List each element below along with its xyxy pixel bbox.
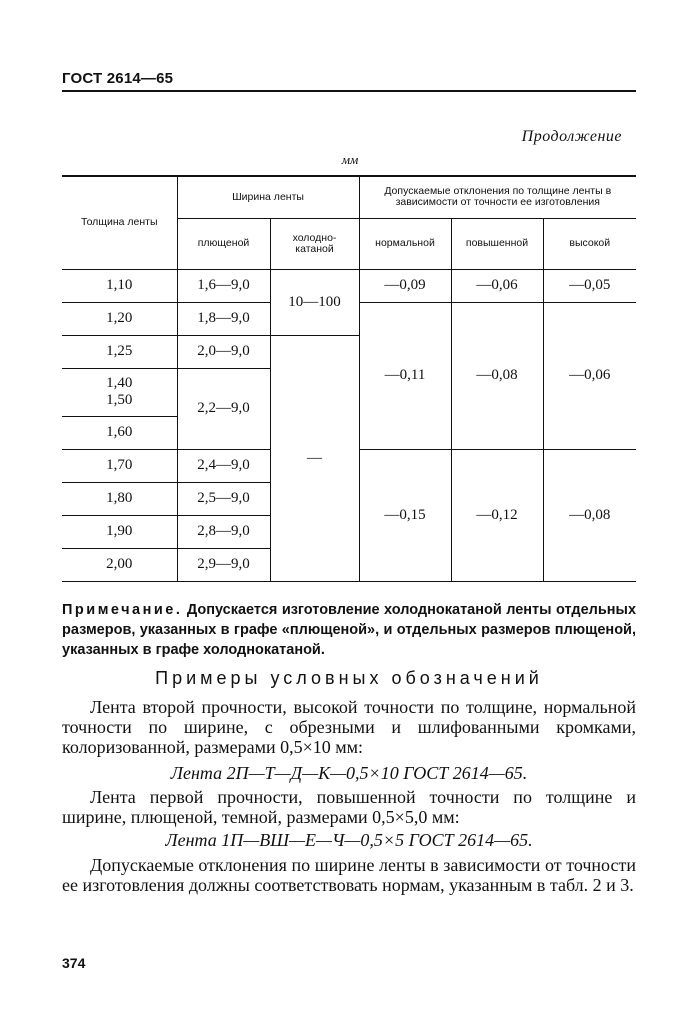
cell-flat-width: 2,9—9,0: [177, 548, 270, 581]
example-designation-2: Лента 1П—ВШ—Е—Ч—0,5×5 ГОСТ 2614—65.: [165, 830, 533, 850]
paragraph-2-text: Лента первой прочности, повышенной точности по толщине и ширине, плющеной, темной, размерами 0,5×5,0 мм:: [62, 787, 636, 827]
cell-thickness: 1,60: [62, 416, 177, 449]
cell-thickness: 1,25: [62, 335, 177, 368]
cell-flat-width: 2,5—9,0: [177, 482, 270, 515]
cell-tol-normal: —0,11: [359, 302, 451, 449]
cell-tol-normal: —0,15: [359, 449, 451, 581]
cell-tol-high: —0,08: [543, 449, 636, 581]
header-cold-rolled: холодно-катаной: [270, 218, 359, 269]
paragraph-1: [62, 697, 636, 757]
header-high: высокой: [543, 218, 636, 269]
cell-tol-increased: —0,08: [451, 302, 543, 449]
continuation-label: Продолжение: [521, 128, 622, 145]
cell-thickness: 1,20: [62, 302, 177, 335]
cell-flat-width: 2,8—9,0: [177, 515, 270, 548]
page-number: 374: [62, 955, 86, 971]
header-rule: [62, 90, 636, 92]
cell-flat-width: 1,8—9,0: [177, 302, 270, 335]
paragraph-2: [62, 787, 636, 827]
note-text: Допускается изготовление холоднокатаной ленты отдельных размеров, указанных в графе «плющеной», и отдельных размеров плющеной, указанных в графе холоднокатаной.: [62, 602, 637, 658]
header-thickness: Толщина ленты: [62, 176, 177, 269]
cell-thickness: 1,70: [62, 449, 177, 482]
cell-flat-width: 2,2—9,0: [177, 368, 270, 449]
cell-cold-rolled-width: —: [270, 335, 359, 581]
thickness-tolerance-table: [62, 175, 636, 582]
cell-tol-increased: —0,06: [451, 269, 543, 302]
cell-thickness: 1,80: [62, 482, 177, 515]
cell-flat-width: 1,6—9,0: [177, 269, 270, 302]
cell-cold-rolled-width: 10—100: [270, 269, 359, 335]
unit-label: мм: [341, 152, 359, 167]
cell-thickness: 1,40 1,50: [62, 368, 177, 416]
cell-tol-high: —0,06: [543, 302, 636, 449]
cell-thickness: 2,00: [62, 548, 177, 581]
table-note: [62, 600, 636, 660]
cell-flat-width: 2,0—9,0: [177, 335, 270, 368]
standard-header: ГОСТ 2614—65: [62, 70, 174, 87]
cell-tol-normal: —0,09: [359, 269, 451, 302]
paragraph-1-text: Лента второй прочности, высокой точности по толщине, нормальной точности по ширине, с обрезными и шлифованными кромками, колоризованной, размерами 0,5×10 мм:: [62, 697, 636, 757]
cell-thickness: 1,10: [62, 269, 177, 302]
header-width-group: Ширина ленты: [177, 176, 359, 218]
header-tolerance-group: Допускаемые отклонения по толщине ленты в зависимости от точности ее изготовления: [359, 176, 636, 218]
header-normal: нормальной: [359, 218, 451, 269]
header-flattened: плющеной: [177, 218, 270, 269]
cell-tol-high: —0,05: [543, 269, 636, 302]
example-designation-1: Лента 2П—Т—Д—К—0,5×10 ГОСТ 2614—65.: [170, 763, 528, 783]
section-title: Примеры условных обозначений: [155, 668, 543, 688]
note-label: Примечание.: [62, 602, 183, 618]
paragraph-3-text: Допускаемые отклонения по ширине ленты в зависимости от точности ее изготовления должны соответствовать нормам, указанным в табл. 2 и 3.: [62, 855, 636, 895]
paragraph-3: [62, 855, 636, 895]
cell-thickness: 1,90: [62, 515, 177, 548]
cell-tol-increased: —0,12: [451, 449, 543, 581]
header-increased: повышенной: [451, 218, 543, 269]
cell-flat-width: 2,4—9,0: [177, 449, 270, 482]
